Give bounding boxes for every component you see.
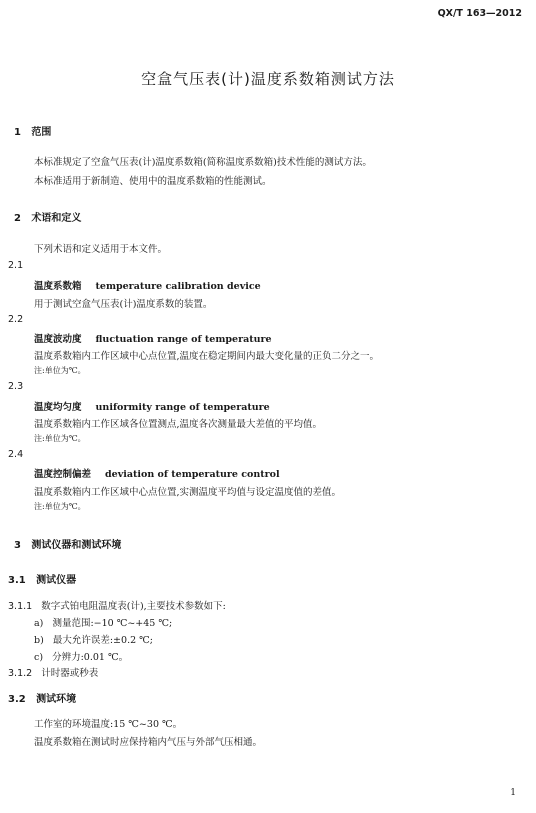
- term-heading: [34, 278, 261, 292]
- section-2-heading: [14, 209, 81, 224]
- term-heading: [34, 331, 272, 345]
- subsection-3-1-heading: [8, 571, 76, 586]
- clause-text: 计时器或秒表: [41, 668, 99, 679]
- environment-paragraph-2: 温度系数箱在测试时应保持箱内气压与外部气压相通。: [34, 737, 263, 748]
- clause-number: 3.1.1: [8, 601, 33, 612]
- term-note: 注:单位为℃。: [34, 366, 86, 375]
- list-marker: c): [34, 652, 44, 663]
- clause-number: 3.1.2: [8, 668, 33, 679]
- term-number: 2.2: [8, 314, 24, 325]
- term-zh: 温度均匀度: [34, 402, 82, 413]
- term-en: deviation of temperature control: [105, 469, 280, 480]
- term-en: temperature calibration device: [95, 281, 261, 292]
- term-definition: 温度系数箱内工作区域中心点位置,实测温度平均值与设定温度值的差值。: [34, 487, 342, 498]
- document-title: 空盒气压表(计)温度系数箱测试方法: [141, 70, 395, 88]
- clause-3-1-1: [8, 598, 226, 612]
- section-number: 1: [14, 127, 21, 138]
- section-1-heading: [14, 123, 51, 138]
- subsection-number: 3.1: [8, 575, 26, 586]
- section-number: 3: [14, 540, 21, 551]
- section-number: 2: [14, 213, 21, 224]
- environment-paragraph-1: 工作室的环境温度:15 ℃~30 ℃。: [34, 719, 183, 730]
- term-en: fluctuation range of temperature: [95, 334, 272, 345]
- scope-paragraph-1: 本标准规定了空盒气压表(计)温度系数箱(简称温度系数箱)技术性能的测试方法。: [34, 157, 372, 168]
- term-zh: 温度控制偏差: [34, 469, 92, 480]
- term-definition: 温度系数箱内工作区域中心点位置,温度在稳定期间内最大变化量的正负二分之一。: [34, 351, 380, 362]
- list-text: 最大允许误差:±0.2 ℃;: [52, 635, 153, 646]
- term-heading: [34, 466, 280, 480]
- scope-paragraph-2: 本标准适用于新制造、使用中的温度系数箱的性能测试。: [34, 176, 272, 187]
- page-number: 1: [510, 788, 516, 798]
- term-note: 注:单位为℃。: [34, 434, 86, 443]
- list-item: [34, 649, 128, 663]
- terms-intro: 下列术语和定义适用于本文件。: [34, 244, 168, 255]
- subsection-number: 3.2: [8, 694, 26, 705]
- term-definition: 用于测试空盒气压表(计)温度系数的装置。: [34, 299, 213, 310]
- list-marker: b): [34, 635, 44, 646]
- clause-3-1-2: [8, 665, 98, 679]
- section-3-heading: [14, 536, 121, 551]
- standard-number: QX/T 163—2012: [437, 8, 522, 19]
- term-en: uniformity range of temperature: [95, 402, 270, 413]
- list-marker: a): [34, 618, 44, 629]
- section-title: 测试仪器和测试环境: [31, 540, 122, 551]
- term-zh: 温度系数箱: [34, 281, 82, 292]
- clause-text: 数字式铂电阻温度表(计),主要技术参数如下:: [41, 601, 226, 612]
- section-title: 术语和定义: [31, 213, 82, 224]
- section-title: 范围: [31, 127, 52, 138]
- subsection-title: 测试仪器: [36, 575, 77, 586]
- subsection-title: 测试环境: [36, 694, 77, 705]
- term-number: 2.1: [8, 260, 24, 271]
- list-item: [34, 615, 172, 629]
- term-definition: 温度系数箱内工作区域各位置测点,温度各次测量最大差值的平均值。: [34, 419, 323, 430]
- term-heading: [34, 399, 270, 413]
- list-item: [34, 632, 153, 646]
- term-note: 注:单位为℃。: [34, 502, 86, 511]
- list-text: 分辨力:0.01 ℃。: [52, 652, 129, 663]
- term-number: 2.4: [8, 449, 24, 460]
- subsection-3-2-heading: [8, 690, 76, 705]
- term-number: 2.3: [8, 381, 24, 392]
- list-text: 测量范围:−10 ℃~+45 ℃;: [52, 618, 173, 629]
- term-zh: 温度波动度: [34, 334, 82, 345]
